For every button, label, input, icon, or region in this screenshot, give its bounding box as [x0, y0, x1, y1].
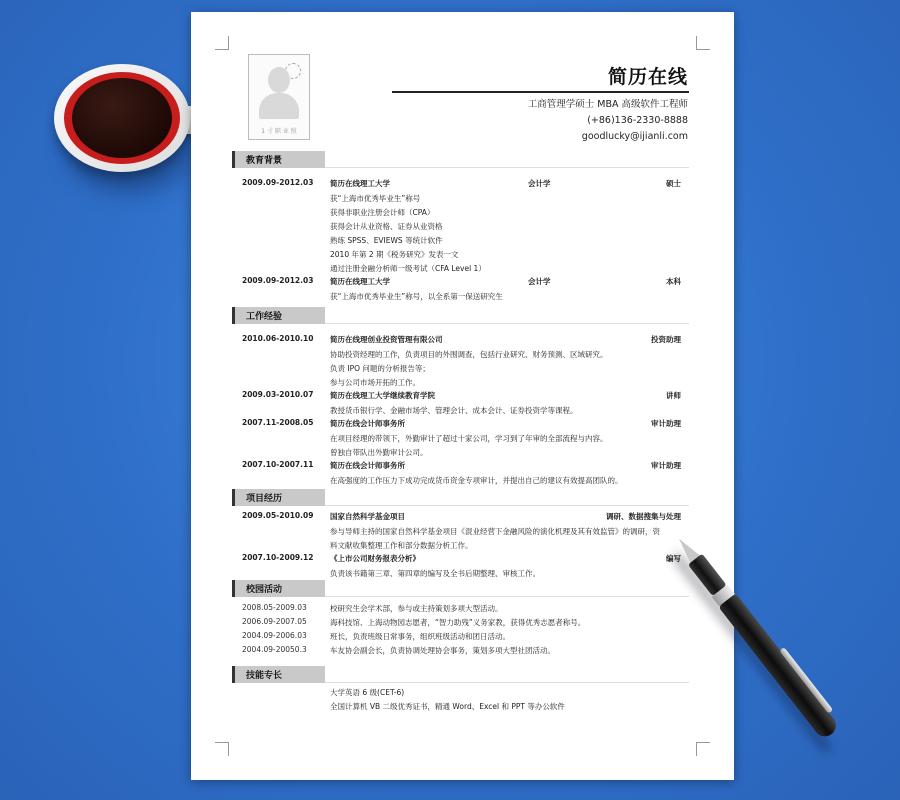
entry-text: 车友协会副会长，负责协调处理协会事务，策划多项大型社团活动。	[330, 646, 555, 655]
company-name: 简历在线会计师事务所	[330, 419, 405, 428]
section-divider	[325, 323, 689, 324]
job-role: 审计助理	[651, 461, 681, 470]
entry-details: 负责该书籍第三章、第四章的编写及全书后期整理、审核工作。	[330, 569, 540, 578]
company-name: 简历在线会计师事务所	[330, 461, 405, 470]
entry-date: 2009.05-2010.09	[242, 511, 314, 520]
project-role: 编写	[666, 554, 681, 563]
resume-paper	[191, 12, 734, 780]
skills-list	[330, 686, 565, 714]
job-role: 投资助理	[651, 335, 681, 344]
degree: 硕士	[666, 179, 681, 188]
entry-text: 校研究生会学术部，参与或主持策划多项大型活动。	[330, 604, 503, 613]
company-name: 简历在线理创业投资管理有限公司	[330, 335, 443, 344]
section-heading-projects: 项目经历	[232, 489, 325, 506]
email-address: goodlucky@ijianli.com	[581, 131, 688, 142]
entry-date: 2010.06-2010.10	[242, 334, 314, 343]
entry-details: 获“上海市优秀毕业生”称号 获得非职业注册会计师（CPA） 获得会计从业资格、证券从业资格 熟练 SPSS、EVIEWS 等统计软件 2010 年第 2 期《税务研究》发表一文 通过注册金融分析师一级考试（CFA Level 1）	[330, 194, 486, 273]
entry-details: 参与导师主持的国家自然科学基金项目《混业经营下金融风险的演化机理及其有效监管》的调研，资 料文献收集整理工作和部分数据分析工作。	[330, 527, 660, 550]
job-role: 审计助理	[651, 419, 681, 428]
crop-mark	[696, 742, 710, 756]
section-divider	[325, 505, 689, 506]
entry-text: 班长，负责班级日常事务，组织班级活动和团日活动。	[330, 632, 510, 641]
project-role: 调研、数据搜集与处理	[606, 512, 681, 521]
entry-date: 2004.09-2006.03	[242, 631, 307, 640]
phone-number: (+86)136-2330-8888	[587, 115, 688, 126]
entry-details: 协助投资经理的工作，负责项目的外围调查，包括行业研究、财务预测、区域研究。 负责 IPO 问题的分析报告等； 参与公司市场开拓的工作。	[330, 350, 608, 387]
contact-info	[528, 97, 688, 145]
section-heading-work: 工作经验	[232, 307, 325, 324]
entry-details: 教授货币银行学、金融市场学、管理会计、成本会计、证券投资学等课程。	[330, 406, 578, 415]
section-heading-education: 教育背景	[232, 151, 325, 168]
photo-label: 1 寸 职 业 照	[261, 128, 297, 135]
entry-date: 2004.09-20050.3	[242, 645, 307, 654]
major: 会计学	[528, 277, 551, 286]
entry-date: 2009.09-2012.03	[242, 276, 314, 285]
coffee-cup-image	[54, 64, 204, 174]
degree: 本科	[666, 277, 681, 286]
resume-title: 简历在线	[607, 66, 688, 88]
entry-date: 2007.11-2008.05	[242, 418, 314, 427]
section-divider	[325, 682, 689, 683]
skill-item: 大学英语 6 级(CET-6)	[330, 688, 405, 697]
resume-subtitle: 工商管理学硕士 MBA 高级软件工程师	[527, 99, 688, 110]
crop-mark	[215, 36, 229, 50]
section-divider	[325, 167, 689, 168]
entry-date: 2008.05-2009.03	[242, 603, 307, 612]
avatar-icon	[268, 67, 290, 93]
section-divider	[325, 596, 689, 597]
entry-text: 海科技馆、上海动物园志愿者，“智力助残”义务家教，获得优秀志愿者称号。	[330, 618, 586, 627]
entry-details: 在项目经理的带领下，外勤审计了超过十家公司，学习到了年审的全部流程与内容。 曾独自带队出外勤审计公司。	[330, 434, 608, 457]
section-heading-skills: 技能专长	[232, 666, 325, 683]
school-name: 简历在线理工大学	[330, 179, 390, 188]
crop-mark	[215, 742, 229, 756]
skill-item: 全国计算机 VB 二级优秀证书，精通 Word、Excel 和 PPT 等办公软件	[330, 702, 565, 711]
school-name: 简历在线理工大学	[330, 277, 390, 286]
entry-date: 2006.09-2007.05	[242, 617, 307, 626]
crop-mark	[696, 36, 710, 50]
entry-date: 2009.09-2012.03	[242, 178, 314, 187]
company-name: 简历在线理工大学继续教育学院	[330, 391, 435, 400]
section-heading-campus: 校园活动	[232, 580, 325, 597]
header-divider	[392, 91, 689, 93]
entry-details: 获“上海市优秀毕业生”称号，以全系第一保送研究生	[330, 292, 503, 301]
major: 会计学	[528, 179, 551, 188]
entry-date: 2009.03-2010.07	[242, 390, 314, 399]
entry-details: 在高强度的工作压力下成功完成货币资金专项审计，并提出自己的建议有效提高团队的。	[330, 476, 623, 485]
photo-placeholder	[248, 54, 310, 140]
entry-date: 2007.10-2009.12	[242, 553, 314, 562]
project-name: 国家自然科学基金项目	[330, 512, 405, 521]
project-name: 《上市公司财务报表分析》	[330, 554, 420, 563]
job-role: 讲师	[666, 391, 681, 400]
entry-date: 2007.10-2007.11	[242, 460, 314, 469]
resume-header	[608, 62, 688, 89]
